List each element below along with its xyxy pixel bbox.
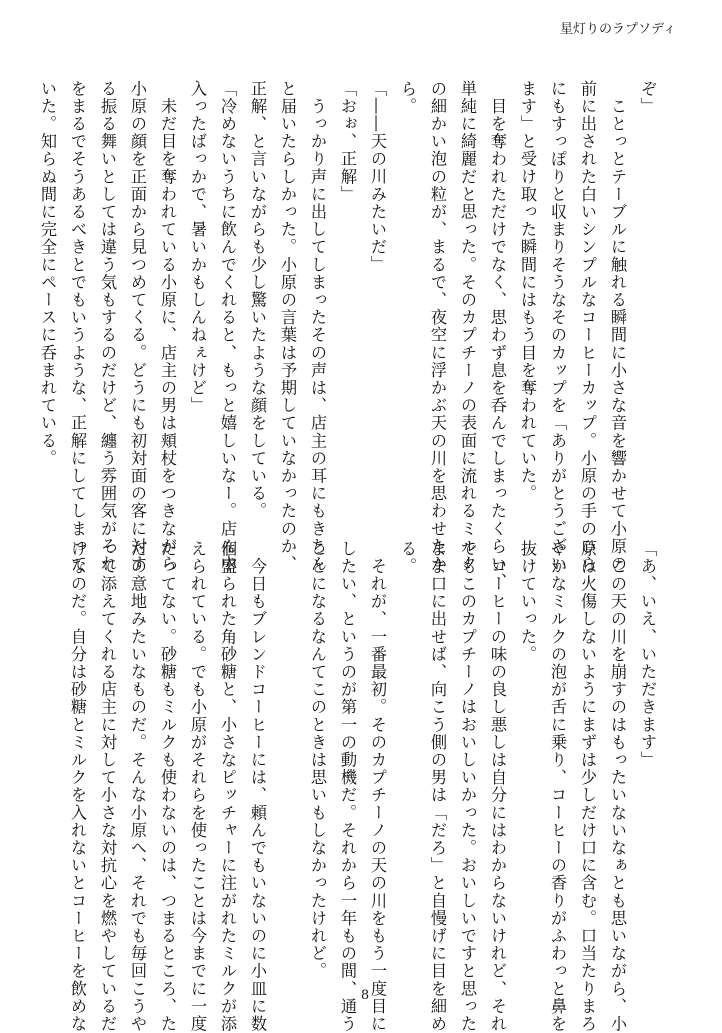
text-line: 抜けていった。	[518, 540, 537, 664]
text-line: 単純に綺麗だと思った。そのカプチーノの表面に流れるミルク	[458, 80, 477, 573]
text-line: 未だ目を奪われている小原に、店主の男は頬杖をつきながら	[158, 80, 177, 573]
text-line: 「おぉ、正解」	[338, 80, 357, 204]
text-line: 「あ、いえ、いただきます」	[638, 540, 657, 769]
text-line: ぞ」	[638, 80, 657, 116]
text-line: ら。	[398, 80, 417, 116]
text-line: 前に出された白いシンプルなコーヒーカップ。小原の手のひら	[578, 80, 597, 573]
text-line: えられている。でも小原がそれらを使ったことは今までに一度	[188, 540, 207, 1033]
text-line: この天の川を崩すのはもったいないなぁとも思いながら、小	[608, 540, 627, 1033]
page-number: 8	[360, 988, 370, 1003]
text-line: にもすっぽりと収まりそうなそのカップを「ありがとうござい	[548, 80, 567, 573]
text-line: ことっとテーブルに触れる瞬間に小さな音を響かせて小原の	[608, 80, 627, 573]
text-line: 入ったばっかで、暑いかもしんねぇけど」	[188, 80, 207, 415]
text-line: る。	[398, 540, 417, 576]
text-line: まま口に出せば、向こう側の男は「だろ」と自慢げに目を細め	[428, 540, 447, 1033]
text-line: だってない。砂糖もミルクも使わないのは、つまるところ、た	[158, 540, 177, 1033]
text-line: だの意地みたいなものだ。そんな小原へ、それでも毎回こうや	[128, 540, 147, 1033]
text-line: 原は火傷しないようにまずは少しだけ口に含む。口当たりまろ	[578, 540, 597, 1033]
text-line: ことになるなんてこのときは思いもしなかったけれど。	[308, 540, 327, 980]
text-line: る振る舞いとしては違う気もするのだけど、纏う雰囲気がそれ	[98, 80, 117, 573]
text-line: ます」と受け取った瞬間にはもう目を奪われていた。	[518, 80, 537, 503]
text-line: したい、というのが第一の動機だ。それから一年もの間、通う	[338, 540, 357, 1033]
text-line: と届いたらしかった。小原の言葉は予期していなかったのか、	[278, 80, 297, 573]
text-block-bottom	[68, 540, 662, 1033]
text-line: コーヒーの味の良し悪しは自分にはわからないけれど、それ	[488, 540, 507, 1033]
text-line: 個盛られた角砂糖と、小さなピッチャーに注がれたミルクが添	[218, 540, 237, 1033]
text-line: 今日もブレンドコーヒーには、頼んでもいないのに小皿に数	[248, 540, 267, 1033]
text-line: うっかり声に出してしまったその声は、店主の耳にもきちん	[308, 80, 327, 573]
text-line: の細かい泡の粒が、まるで、夜空に浮かぶ天の川を思わせたか	[428, 80, 447, 573]
text-line: 「――天の川みたいだ」	[368, 80, 387, 274]
text-line: をまるでそうあるべきとでもいうような、正解にしてしまって	[68, 80, 87, 573]
text-line: いた。知らぬ間に完全にペースに呑まれている。	[38, 80, 57, 468]
text-block-top	[38, 80, 662, 591]
text-line: 正解、と言いながらも少し驚いたような顔をしている。	[248, 80, 267, 520]
text-line: それが、一番最初。そのカプチーノの天の川をもう一度目に	[368, 540, 387, 1033]
text-line: けなのだ。自分は砂糖とミルクを入れないとコーヒーを飲めな	[68, 540, 87, 1033]
text-line: でもこのカプチーノはおいしいかった。おいしいですと思った	[458, 540, 477, 1033]
text-line: 目を奪われただけでなく、思わず息を呑んでしまったくらい、	[488, 80, 507, 591]
text-line: って添えてくれる店主に対して小さな対抗心を燃やしているだ	[98, 540, 117, 1033]
blank-line	[272, 540, 302, 970]
text-line: 小原の顔を正面から見つめてくる。どうにも初対面の客に対す	[128, 80, 147, 573]
text-line: 「冷めないうちに飲んでくれると、もっと嬉しいなー。店ん中	[218, 80, 237, 573]
running-header: 星灯りのラプソディ	[560, 22, 676, 37]
text-line: やかなミルクの泡が舌に乗り、コーヒーの香りがふわっと鼻を	[548, 540, 567, 1033]
